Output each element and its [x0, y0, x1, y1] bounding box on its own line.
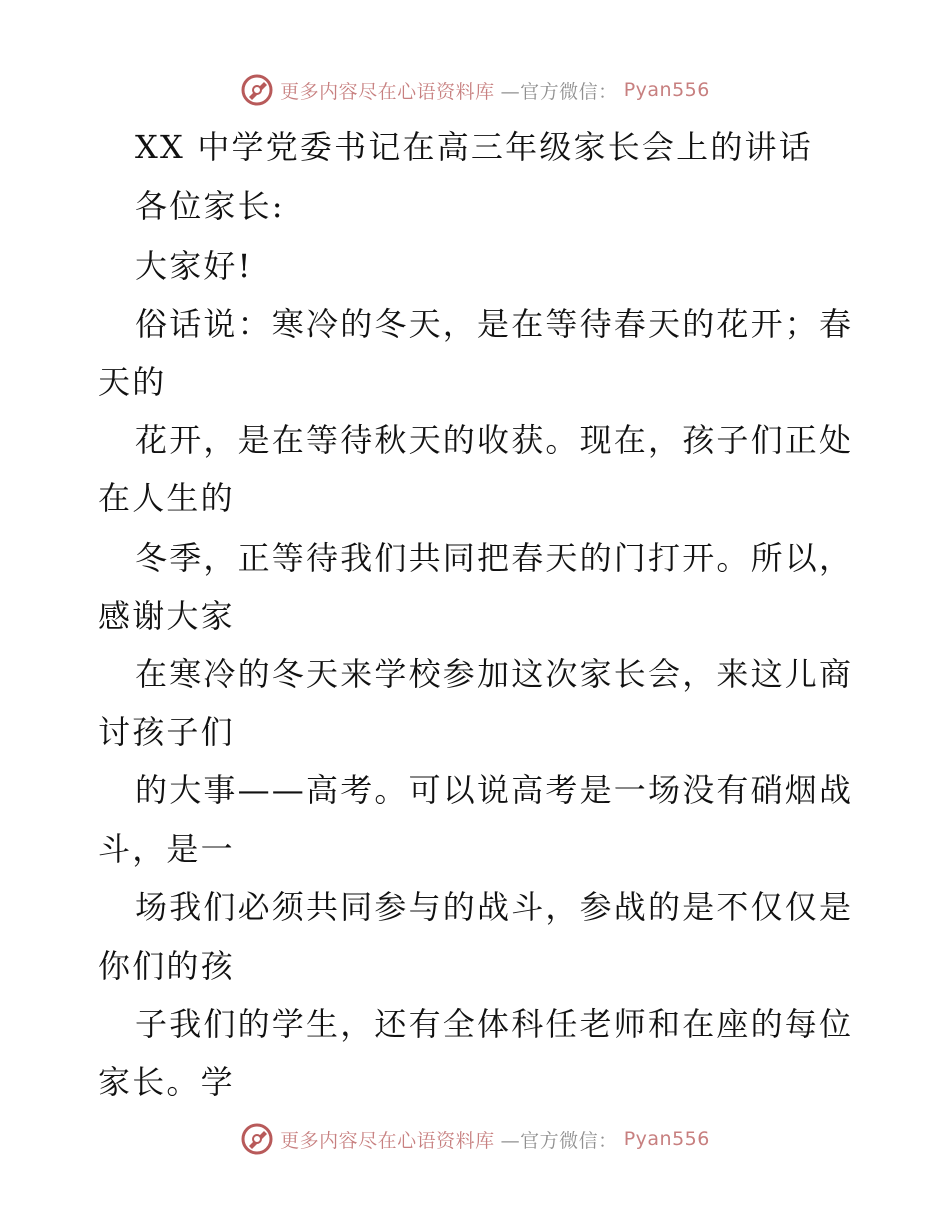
- footer-banner: [0, 1119, 950, 1159]
- logo-icon: [240, 73, 274, 107]
- text-line: 感谢大家: [98, 597, 235, 635]
- banner-official-text: —官方微信：: [500, 1129, 618, 1152]
- banner-wechat-id: Pyan556: [623, 79, 710, 101]
- banner-brand-text: 更多内容尽在心语资料库: [280, 1129, 495, 1152]
- banner-brand-text: 更多内容尽在心语资料库: [280, 80, 495, 103]
- text-line: 场我们必须共同参与的战斗，参战的是不仅仅是: [135, 888, 854, 926]
- header-banner: [0, 70, 950, 110]
- logo-icon: [240, 1122, 274, 1156]
- text-line: 花开，是在等待秋天的收获。现在，孩子们正处: [135, 421, 854, 459]
- text-line: 讨孩子们: [98, 713, 235, 751]
- text-line: 斗，是一: [98, 830, 235, 868]
- text-line: 你们的孩: [98, 947, 235, 985]
- text-line: 天的: [98, 363, 167, 401]
- text-line: 家长。学: [98, 1063, 235, 1101]
- document-title: XX 中学党委书记在高三年级家长会上的讲话: [135, 128, 813, 166]
- text-line: 子我们的学生，还有全体科任老师和在座的每位: [135, 1005, 854, 1043]
- text-line: 大家好!: [135, 247, 253, 285]
- text-line: 俗话说：寒冷的冬天，是在等待春天的花开；春: [135, 305, 854, 343]
- text-line: 在寒冷的冬天来学校参加这次家长会，来这儿商: [135, 655, 854, 693]
- text-line: 各位家长:: [135, 187, 285, 225]
- banner-official-text: —官方微信：: [500, 80, 618, 103]
- banner-wechat-id: Pyan556: [623, 1128, 710, 1150]
- text-line: 在人生的: [98, 479, 235, 517]
- text-line: 冬季，正等待我们共同把春天的门打开。所以，: [135, 539, 854, 577]
- text-line: 的大事——高考。可以说高考是一场没有硝烟战: [135, 771, 854, 809]
